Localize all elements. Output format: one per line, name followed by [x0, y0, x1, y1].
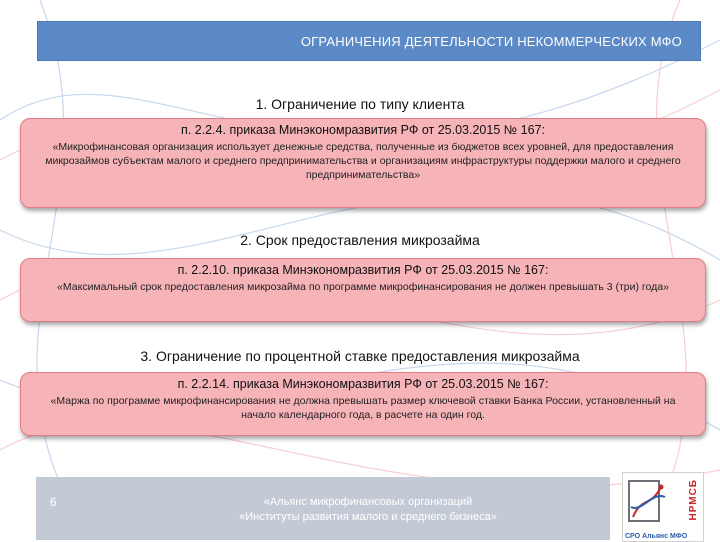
section-3-heading: 3. Ограничение по процентной ставке предоставления микрозайма: [140, 348, 580, 364]
footer-text: [126, 495, 610, 525]
section-1-source: п. 2.2.4. приказа Минэкономразвития РФ от 25.03.2015 № 167:: [181, 123, 545, 137]
logo-graphic-icon: [627, 477, 683, 533]
page-title: ОГРАНИЧЕНИЯ ДЕЯТЕЛЬНОСТИ НЕКОММЕРЧЕСКИХ МФО: [300, 33, 682, 49]
section-3-box: [20, 372, 706, 436]
section-2-text: «Максимальный срок предоставления микрозайма по программе микрофинансирования не должен превышать 3 (три) года»: [57, 281, 669, 293]
section-3-text: «Маржа по программе микрофинансирования не должна превышать размер ключевой ставки Банка России, установленный на начало календарного года, в расчете на один год.: [50, 395, 676, 421]
section-2-heading: 2. Срок предоставления микрозайма: [240, 232, 480, 248]
footer-line-2: «Институты развития малого и среднего бизнеса»: [239, 511, 497, 523]
title-bar: [37, 21, 701, 61]
logo-bottom-text: СРО Альянс МФО: [625, 533, 688, 540]
footer-line-1: «Альянс микрофинансовых организаций: [263, 496, 473, 508]
section-2-box: [20, 258, 706, 322]
section-2-source: п. 2.2.10. приказа Минэкономразвития РФ от 25.03.2015 № 167:: [177, 263, 549, 277]
section-1-heading: 1. Ограничение по типу клиента: [255, 96, 465, 112]
section-3-source: п. 2.2.14. приказа Минэкономразвития РФ от 25.03.2015 № 167:: [177, 377, 549, 391]
section-1-box: [20, 118, 706, 208]
page-number: 6: [50, 495, 57, 509]
section-1-text: «Микрофинансовая организация использует денежные средства, полученные из бюджетов всех уровней, для предоставления микрозаймов субъектам малого и среднего предпринимательства и организациям инфраструктуры поддержки малого и среднего предпринимательства»: [45, 141, 681, 181]
footer: [36, 477, 610, 540]
organization-logo: [622, 472, 704, 542]
logo-vertical-text: НРМСБ: [688, 479, 699, 521]
